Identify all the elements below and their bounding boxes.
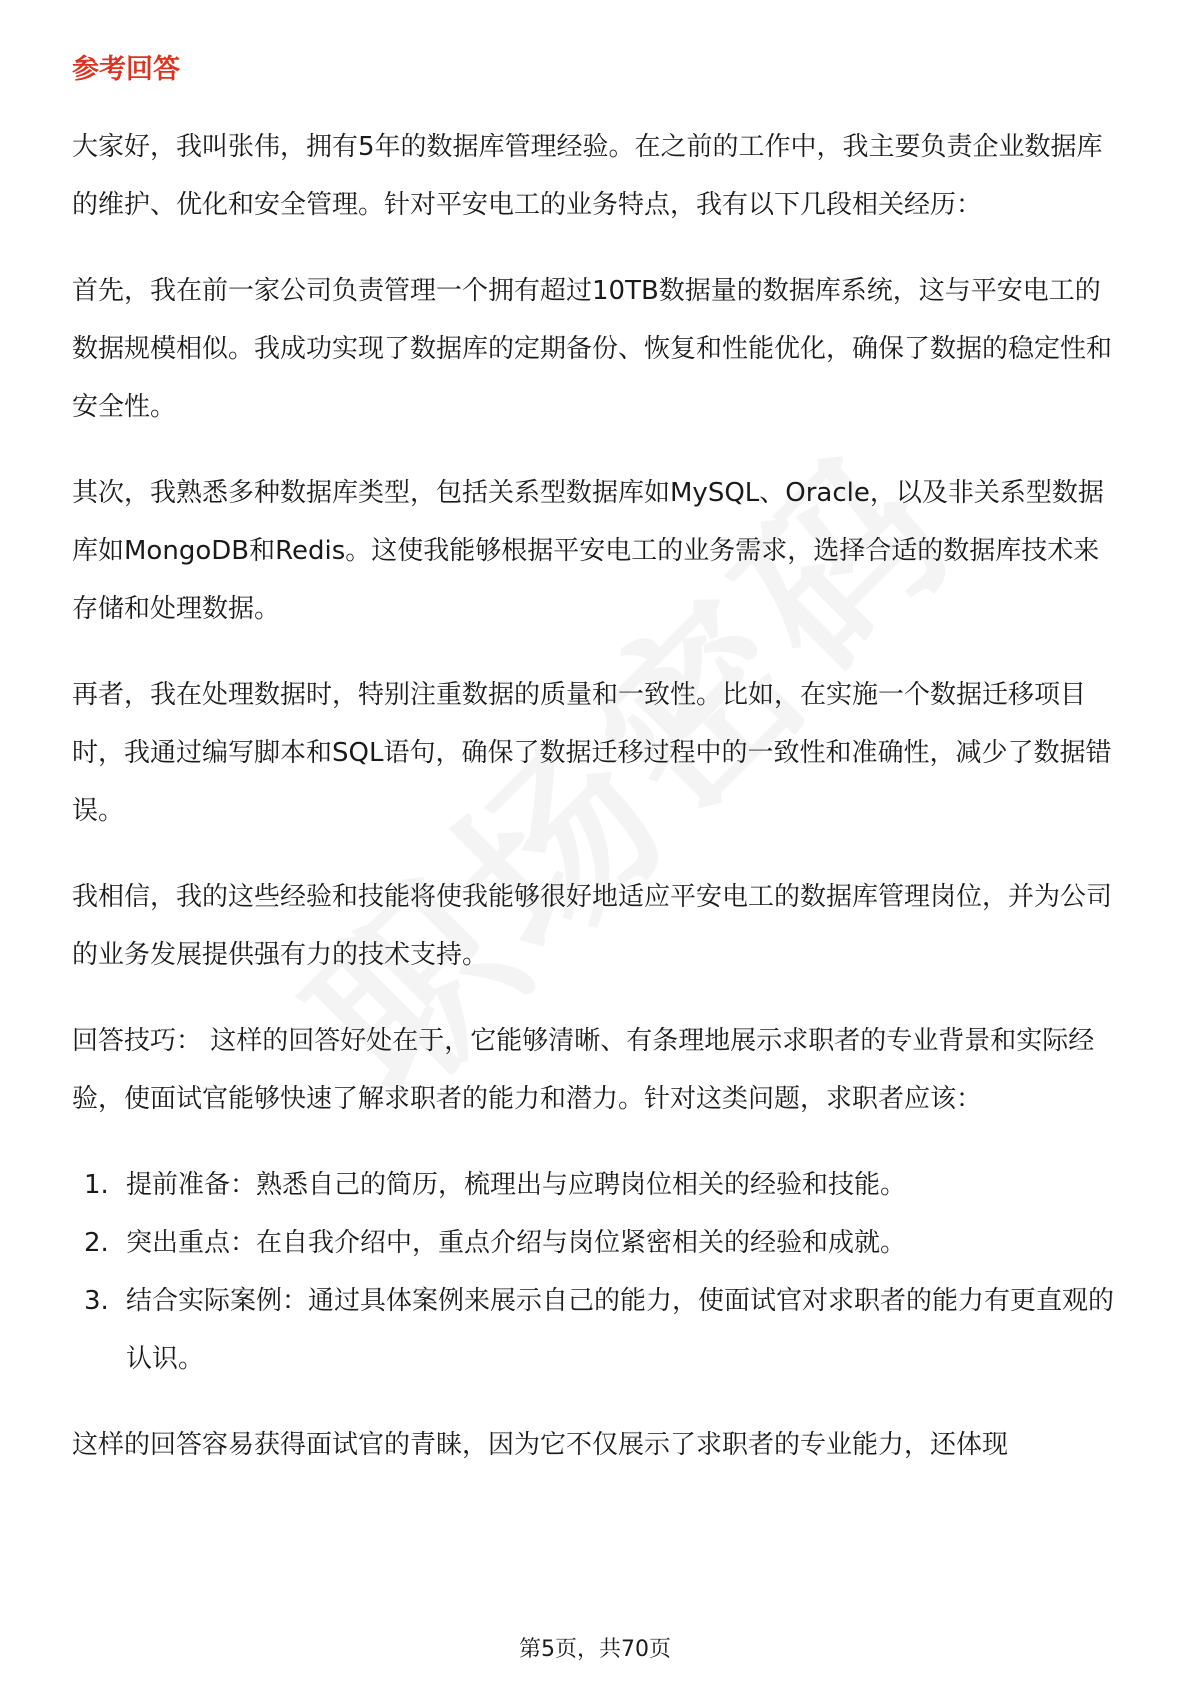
paragraph-intro: 大家好，我叫张伟，拥有5年的数据库管理经验。在之前的工作中，我主要负责企业数据库的维护、优化和安全管理。针对平安电工的业务特点，我有以下几段相关经历：	[72, 132, 1103, 220]
list-item-number: 3.	[84, 1286, 109, 1316]
paragraph-first: 首先，我在前一家公司负责管理一个拥有超过10TB数据量的数据库系统，这与平安电工的数据规模相似。我成功实现了数据库的定期备份、恢复和性能优化，确保了数据的稳定性和安全性。	[72, 276, 1113, 422]
list-item-number: 2.	[84, 1228, 109, 1258]
section-heading: 参考回答	[72, 54, 180, 85]
paragraph-tips-intro: 回答技巧： 这样的回答好处在于，它能够清晰、有条理地展示求职者的专业背景和实际经验，使面试官能够快速了解求职者的能力和潜力。针对这类问题，求职者应该：	[72, 1026, 1095, 1114]
tips-list	[72, 1156, 1124, 1388]
list-item	[72, 1214, 1124, 1272]
answer-body	[72, 118, 1124, 1502]
list-item	[72, 1272, 1124, 1388]
paragraph-third: 再者，我在处理数据时，特别注重数据的质量和一致性。比如，在实施一个数据迁移项目时，我通过编写脚本和SQL语句，确保了数据迁移过程中的一致性和准确性，减少了数据错误。	[72, 680, 1112, 826]
paragraph-conclusion: 我相信，我的这些经验和技能将使我能够很好地适应平安电工的数据库管理岗位，并为公司的业务发展提供强有力的技术支持。	[72, 882, 1113, 970]
paragraph-closing: 这样的回答容易获得面试官的青睐，因为它不仅展示了求职者的专业能力，还体现	[72, 1430, 1009, 1460]
list-item-text: 结合实际案例：通过具体案例来展示自己的能力，使面试官对求职者的能力有更直观的认识。	[126, 1286, 1115, 1374]
list-item-text: 突出重点：在自我介绍中，重点介绍与岗位紧密相关的经验和成就。	[126, 1228, 907, 1258]
list-item-text: 提前准备：熟悉自己的简历，梳理出与应聘岗位相关的经验和技能。	[126, 1170, 907, 1200]
paragraph-second: 其次，我熟悉多种数据库类型，包括关系型数据库如MySQL、Oracle，以及非关系型数据库如MongoDB和Redis。这使我能够根据平安电工的业务需求，选择合适的数据库技术来存储和处理数据。	[72, 478, 1104, 624]
list-item-number: 1.	[84, 1170, 109, 1200]
list-item	[72, 1156, 1124, 1214]
page-number-footer: 第5页，共70页	[519, 1637, 671, 1662]
